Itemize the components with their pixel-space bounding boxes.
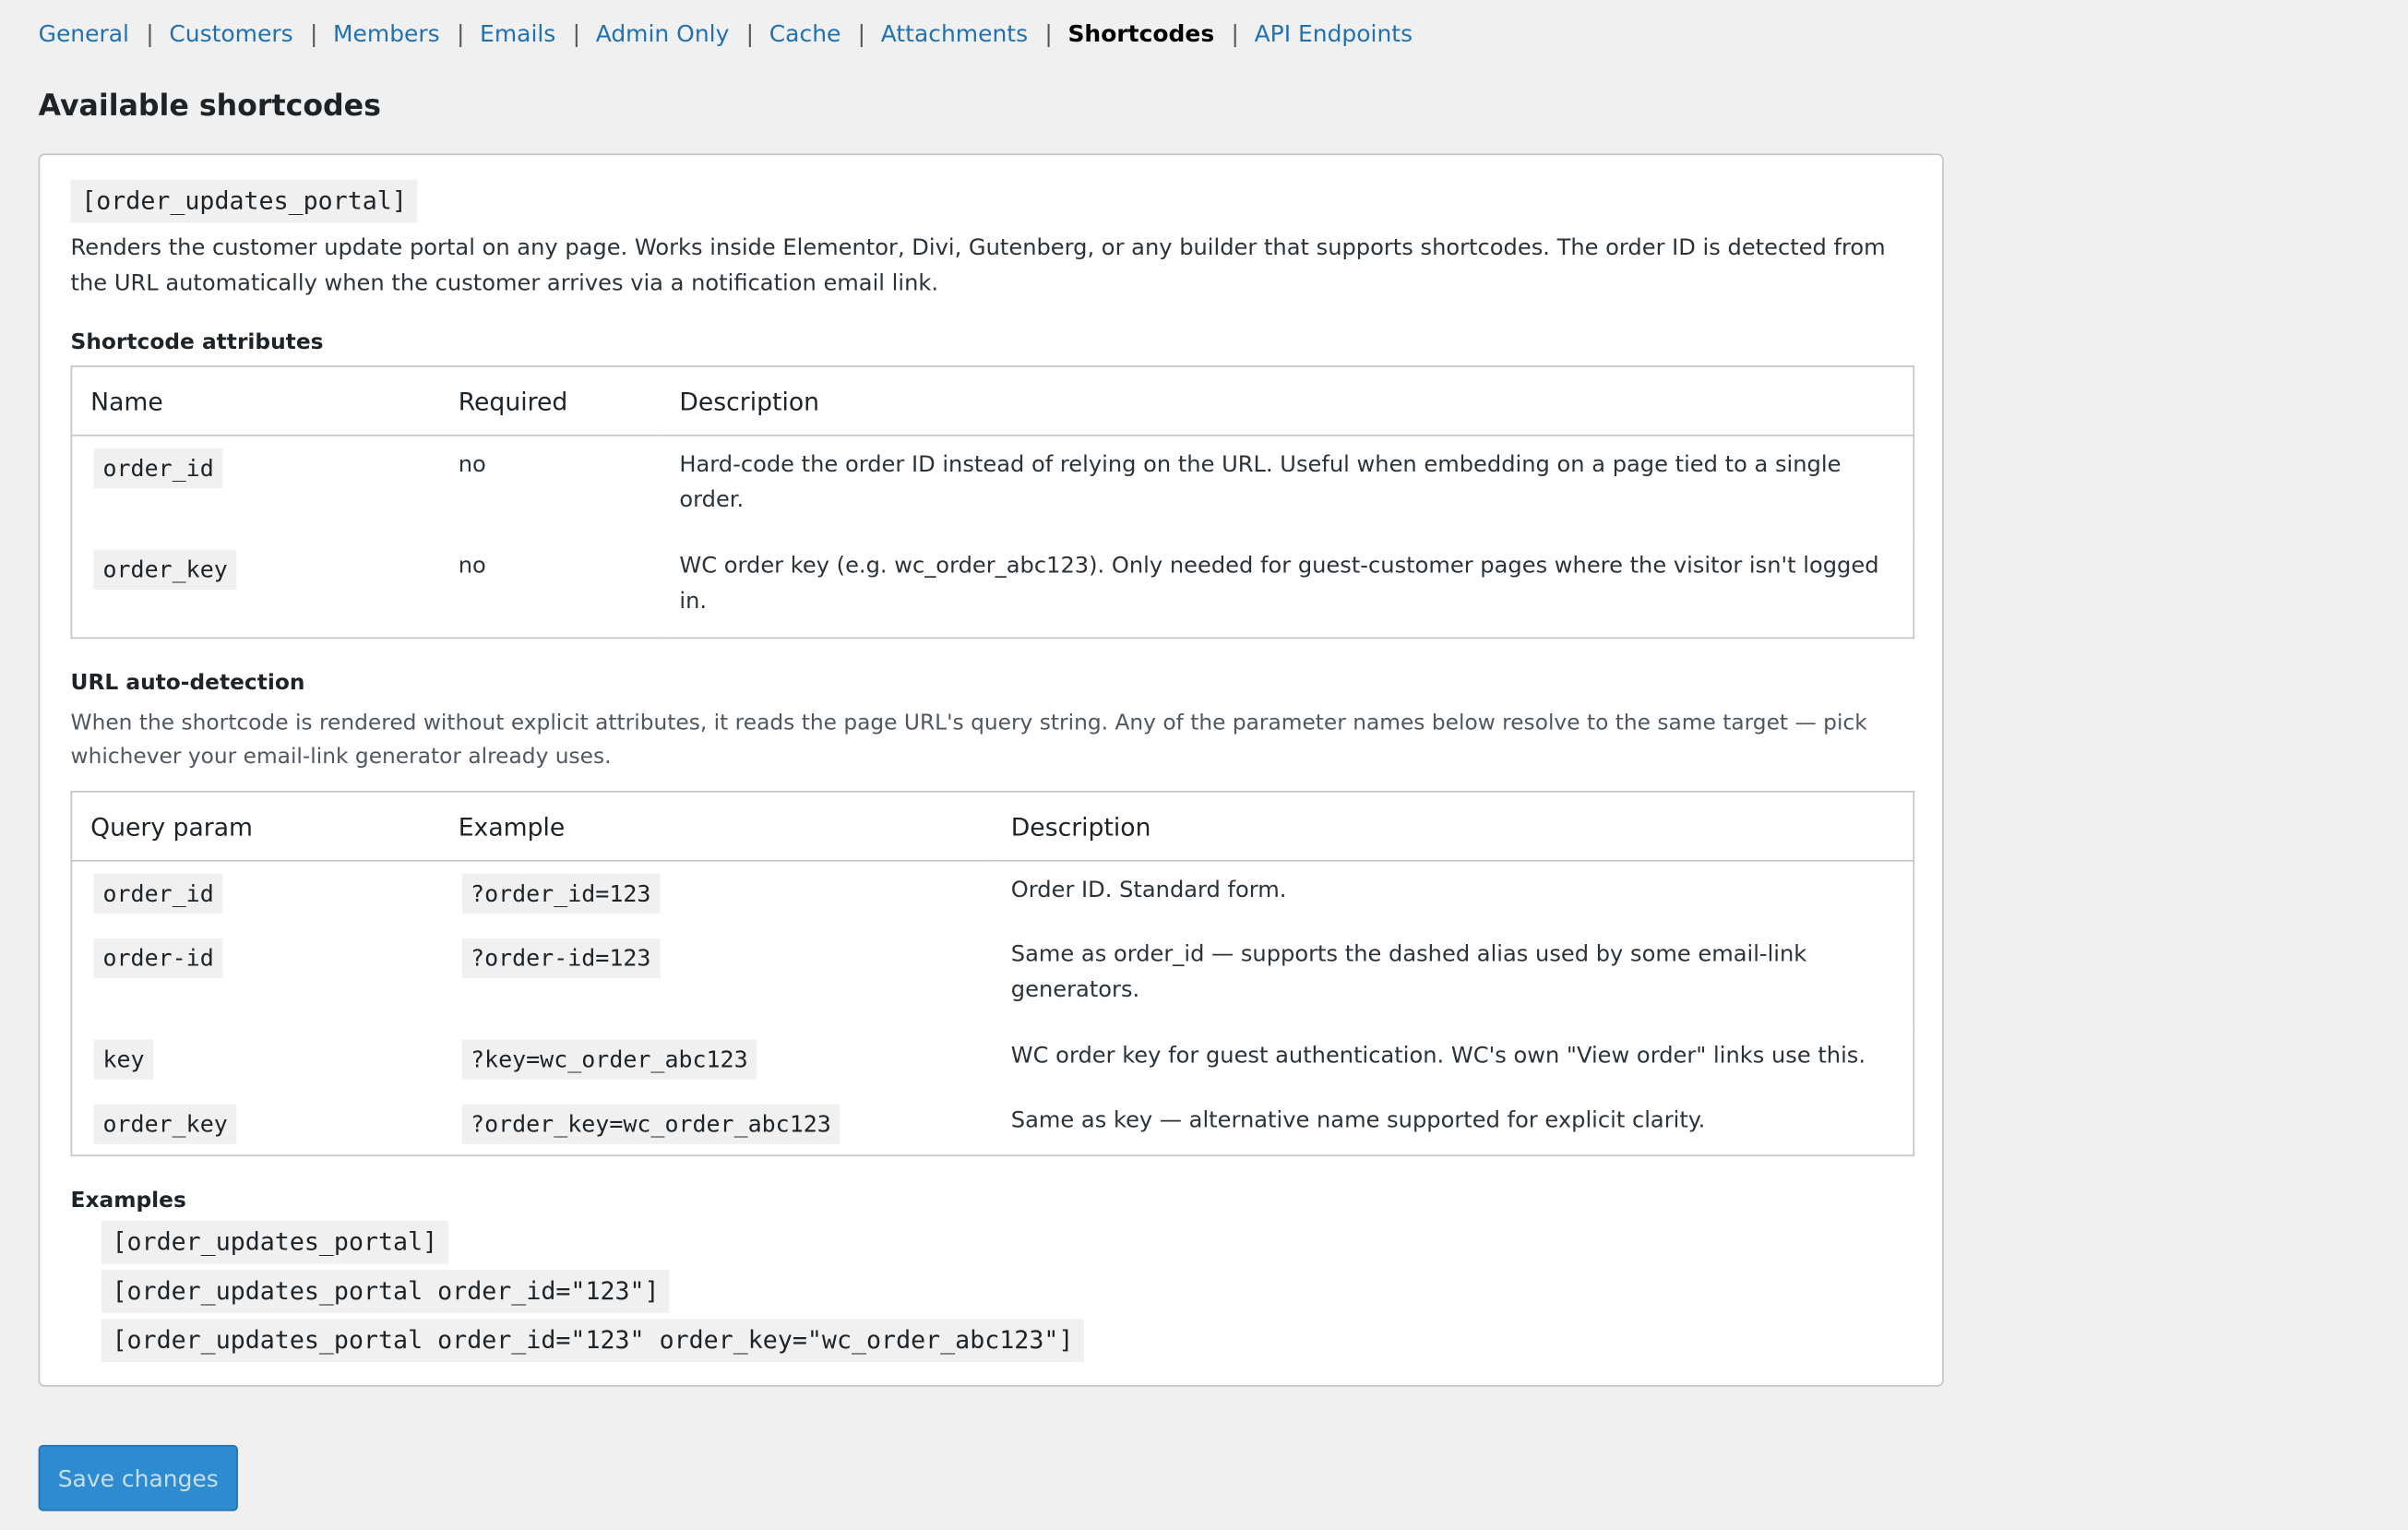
table-header-row <box>71 792 1913 861</box>
param-example-cell <box>440 1091 993 1155</box>
shortcode-card <box>39 153 1944 1386</box>
param-description-cell: Order ID. Standard form. <box>1010 878 1287 903</box>
param-name-code: order_key <box>94 1104 237 1143</box>
examples-list <box>101 1221 1084 1369</box>
subnav-tab-api-endpoints[interactable]: API Endpoints <box>1254 19 1413 48</box>
attr-description-cell: Hard-code the order ID instead of relying on the URL. Useful when embedding on a page tied to a single order. <box>679 452 1842 513</box>
param-name-code: order_id <box>94 874 223 914</box>
query-param-table <box>71 791 1915 1156</box>
table-header-row <box>71 366 1913 436</box>
param-example-code: ?key=wc_order_abc123 <box>461 1039 757 1079</box>
table-row <box>71 861 1913 926</box>
url-detection-heading: URL auto-detection <box>70 671 305 696</box>
table-row <box>71 1091 1913 1155</box>
subnav-tab-general[interactable]: General <box>38 19 129 48</box>
table-row <box>71 436 1913 537</box>
attr-description-cell: WC order key (e.g. wc_order_abc123). Only needed for guest-customer pages where the visitor isn't logged in. <box>679 553 1879 614</box>
param-example-code: ?order_id=123 <box>461 874 660 914</box>
param-example-code: ?order-id=123 <box>461 938 660 977</box>
url-detection-description: When the shortcode is rendered without explicit attributes, it reads the page URL's query string. Any of the parameter names below resolve to the same target — pick whichever your email-link generator already uses. <box>70 711 1867 770</box>
example-code: [order_updates_portal order_id="123" order_key="wc_order_abc123"] <box>101 1319 1084 1362</box>
param-example-code: ?order_key=wc_order_abc123 <box>461 1104 840 1143</box>
attributes-table <box>71 365 1915 639</box>
save-changes-button[interactable]: Save changes <box>39 1445 238 1512</box>
page-title: Available shortcodes <box>38 89 381 124</box>
subnav-tab-attachments[interactable]: Attachments <box>880 19 1029 48</box>
subnav-tab-admin-only[interactable]: Admin Only <box>595 19 730 48</box>
param-name-cell <box>71 1091 439 1155</box>
column-header-query-param: Query param <box>71 792 439 861</box>
subnav-separator: | <box>857 19 866 48</box>
param-example-cell <box>440 926 993 1027</box>
column-header-example: Example <box>440 792 993 861</box>
attr-name-cell <box>71 436 439 537</box>
subnav-tab-customers[interactable]: Customers <box>169 19 293 48</box>
subnav-separator: | <box>456 19 465 48</box>
subnav-separator: | <box>1044 19 1053 48</box>
subnav-tab-shortcodes[interactable]: Shortcodes <box>1067 19 1215 48</box>
param-name-code: order-id <box>94 938 223 977</box>
subnav-separator: | <box>745 19 755 48</box>
attributes-heading: Shortcode attributes <box>70 329 324 355</box>
param-description-cell: WC order key for guest authentication. WC's own "View order" links use this. <box>1010 1043 1866 1069</box>
attr-name-code: order_id <box>94 448 223 488</box>
attr-name-cell <box>71 537 439 639</box>
example-code: [order_updates_portal] <box>101 1221 448 1264</box>
subnav-separator: | <box>309 19 318 48</box>
param-name-code: key <box>94 1039 154 1079</box>
param-name-cell <box>71 1026 439 1091</box>
settings-subnav <box>39 18 1413 49</box>
table-row <box>71 537 1913 639</box>
attr-name-code: order_key <box>94 549 237 589</box>
param-name-cell <box>71 861 439 926</box>
subnav-tab-cache[interactable]: Cache <box>769 19 841 48</box>
column-header-description: Description <box>661 366 1913 436</box>
subnav-separator: | <box>146 19 154 48</box>
column-header-name: Name <box>71 366 439 436</box>
table-row <box>71 926 1913 1027</box>
table-row <box>71 1026 1913 1091</box>
column-header-required: Required <box>440 366 662 436</box>
subnav-tab-members[interactable]: Members <box>333 19 440 48</box>
param-description-cell: Same as order_id — supports the dashed alias used by some email-link generators. <box>1010 941 1807 1002</box>
attr-required-cell: no <box>458 553 486 579</box>
param-example-cell <box>440 861 993 926</box>
subnav-separator: | <box>1231 19 1239 48</box>
attr-required-cell: no <box>458 452 486 478</box>
subnav-separator: | <box>572 19 581 48</box>
example-code: [order_updates_portal order_id="123"] <box>101 1270 670 1313</box>
param-example-cell <box>440 1026 993 1091</box>
shortcode-description: Renders the customer update portal on any page. Works inside Elementor, Divi, Gutenberg, or any builder that supports shortcodes. The order ID is detected from the URL automatically when the customer arrives via a notification email link. <box>70 236 1886 297</box>
param-name-cell <box>71 926 439 1027</box>
column-header-description: Description <box>993 792 1913 861</box>
subnav-tab-emails[interactable]: Emails <box>480 19 556 48</box>
param-description-cell: Same as key — alternative name supported for explicit clarity. <box>1010 1107 1706 1133</box>
shortcode-tag: [order_updates_portal] <box>71 180 418 223</box>
examples-heading: Examples <box>70 1189 186 1213</box>
